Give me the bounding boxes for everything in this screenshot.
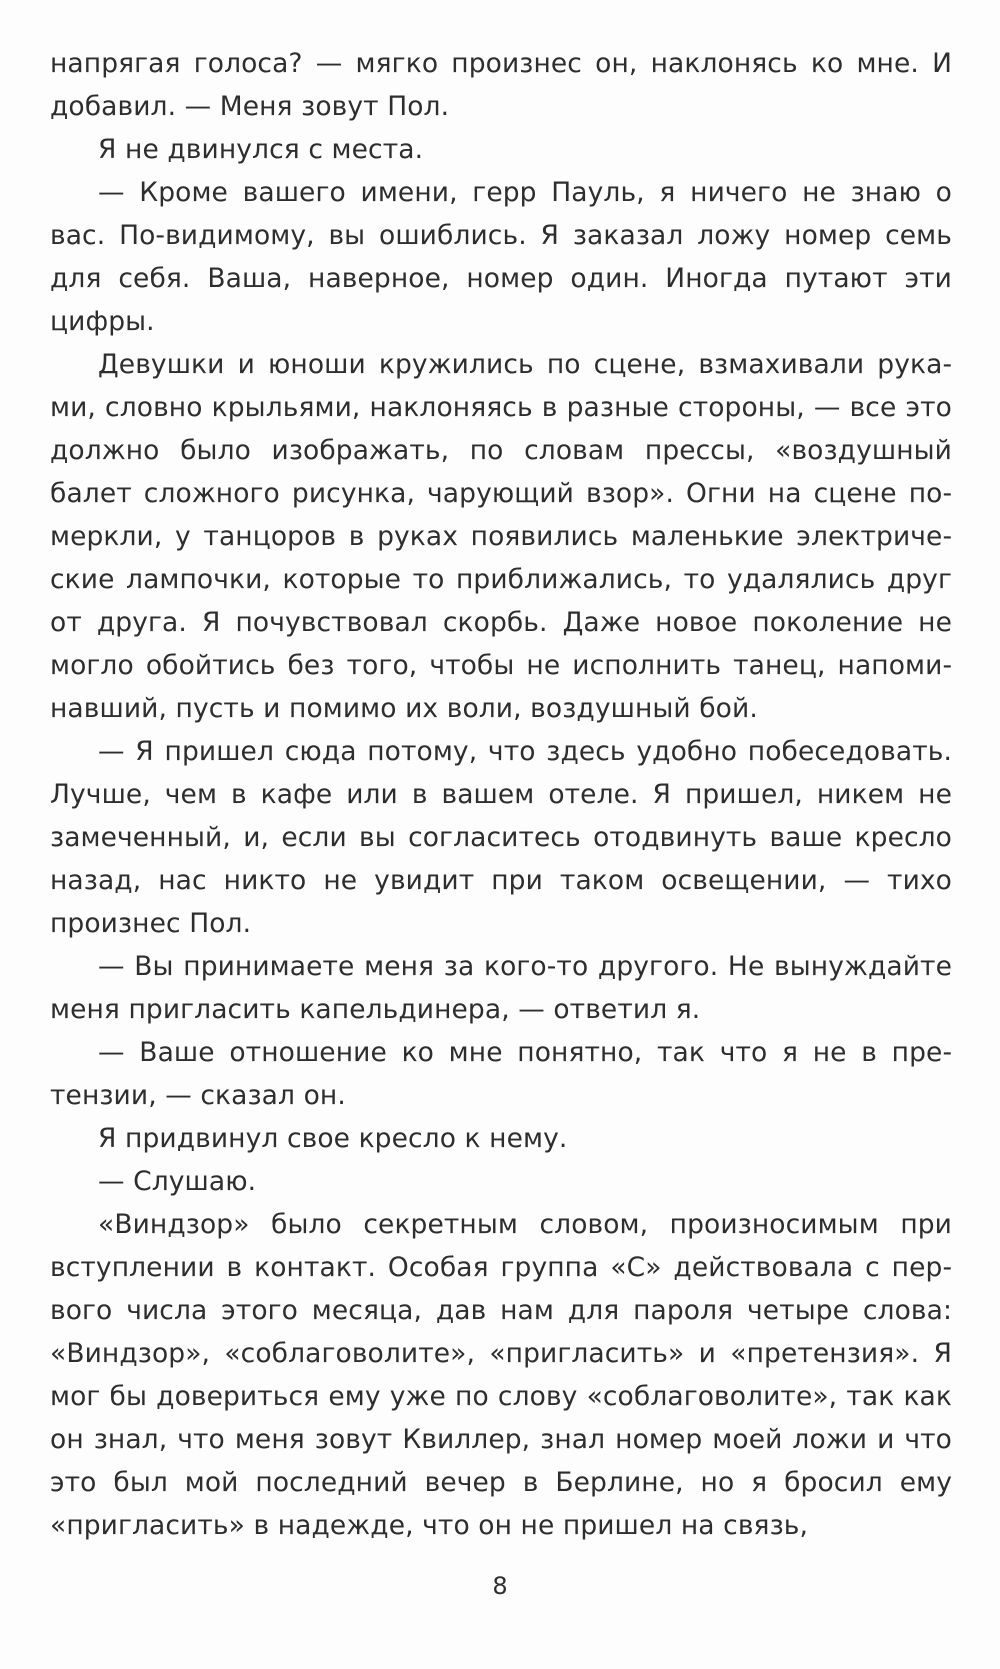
paragraph-dialogue: — Слушаю. [98, 1166, 257, 1197]
page-number: 8 [492, 1572, 508, 1600]
paragraph: Девушки и юноши кружились по сцене, взмахивали руками, словно крыльями, наклоняясь в разные стороны, — все это должно было изображать, по словам прессы, «воздушный балет сложного рисунка, чарующий взор». Огни на сцене померкли, у танцоров в руках появились маленькие электрические лампочки, которые то приближались, то удалялись друг от друга. Я почувствовал скорбь. Даже новое поколение не могло обойтись без того, чтобы не исполнить танец, напоминавший, пусть и помимо их воли, воздушный бой. [50, 349, 952, 724]
paragraph-dialogue: — Кроме вашего имени, герр Пауль, я ничего не знаю о вас. По-видимому, вы ошиблись. Я заказал ложу номер семь для себя. Ваша, наверное, номер один. Иногда путают эти цифры. [50, 177, 952, 337]
paragraph: Я не двинулся с места. [98, 134, 424, 165]
paragraph-dialogue: — Ваше отношение ко мне понятно, так что я не в претензии, — сказал он. [50, 1037, 952, 1111]
paragraph-dialogue: — Вы принимаете меня за кого-то другого. Не вынуждайте меня пригласить капельдинера, — ответил я. [50, 951, 952, 1025]
paragraph: Я придвинул свое кресло к нему. [98, 1123, 568, 1154]
paragraph-dialogue: — Я пришел сюда потому, что здесь удобно побеседовать. Лучше, чем в кафе или в вашем отеле. Я пришел, никем не замеченный, и, если вы согласитесь отодвинуть ваше кресло назад, нас никто не увидит при таком освещении, — тихо произнес Пол. [50, 736, 952, 939]
paragraph-continuation: напрягая голоса? — мягко произнес он, наклонясь ко мне. И добавил. — Меня зовут Пол. [50, 48, 952, 122]
body-text [50, 42, 952, 1547]
paragraph: «Виндзор» было секретным словом, произносимым при вступлении в контакт. Особая группа «С» действовала с первого числа этого месяца, дав нам для пароля четыре слова: «Виндзор», «соблаговолите», «пригласить» и «претензия». Я мог бы довериться ему уже по слову «соблаговолите», так как он знал, что меня зовут Квиллер, знал номер моей ложи и что это был мой последний вечер в Берлине, но я бросил ему «пригласить» в надежде, что он не пришел на связь, [50, 1209, 952, 1541]
